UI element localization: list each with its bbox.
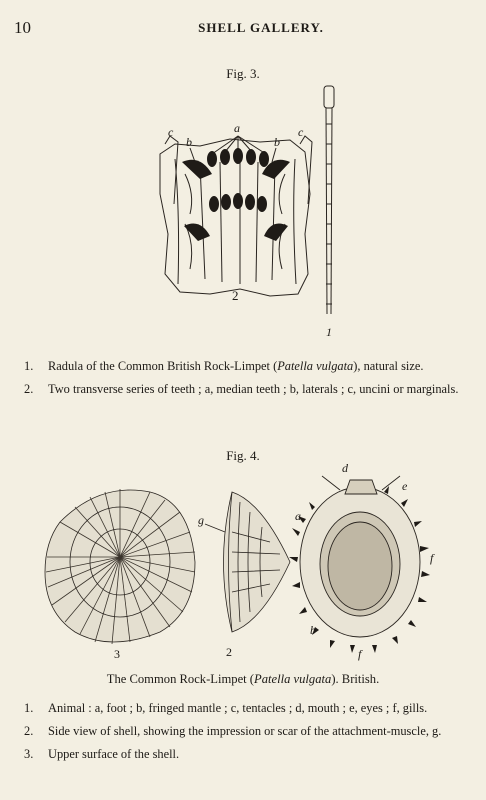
figure-3-captions [24, 358, 464, 404]
caption-item: 1. Radula of the Common British Rock-Limpet (Patella vulgata), natural size. [24, 359, 424, 373]
radula-illustration [0, 84, 486, 344]
caption-item: 3. Upper surface of the shell. [24, 747, 180, 761]
label-1: 1 [326, 325, 332, 339]
label-3: 3 [114, 647, 120, 661]
figure-4-captions [24, 700, 464, 769]
label-2: 2 [232, 288, 239, 303]
label-g: g [198, 513, 204, 527]
figure-3-title: Fig. 3. [226, 66, 260, 81]
label-d: d [342, 462, 348, 475]
label-2: 2 [226, 645, 232, 659]
caption-item: 2. Two transverse series of teeth ; a, median teeth ; b, laterals ; c, uncini or marginals. [24, 382, 459, 396]
caption-item: 1. Animal : a, foot ; b, fringed mantle ; c, tentacles ; d, mouth ; e, eyes ; f, gills. [24, 701, 428, 715]
caption-item: 2. Side view of shell, showing the impression or scar of the attachment-muscle, g. [24, 724, 442, 738]
figure-4-main-caption: The Common Rock-Limpet (Patella vulgata). British. [106, 672, 380, 686]
limpet-illustration [0, 462, 486, 662]
running-title: SHELL GALLERY. [198, 20, 324, 35]
label-c-right: c [298, 125, 304, 139]
label-a: a [295, 509, 301, 523]
figure-4-title: Fig. 4. [226, 448, 260, 463]
label-c-left: c [168, 125, 174, 139]
label-b: b [310, 623, 316, 637]
label-f-side: f [430, 551, 434, 565]
label-b-left: b [186, 135, 192, 149]
label-e: e [402, 479, 408, 493]
label-a: a [234, 121, 240, 135]
label-f-bottom: f [358, 647, 362, 661]
label-b-right: b [274, 135, 280, 149]
page-number: 10 [14, 18, 31, 37]
